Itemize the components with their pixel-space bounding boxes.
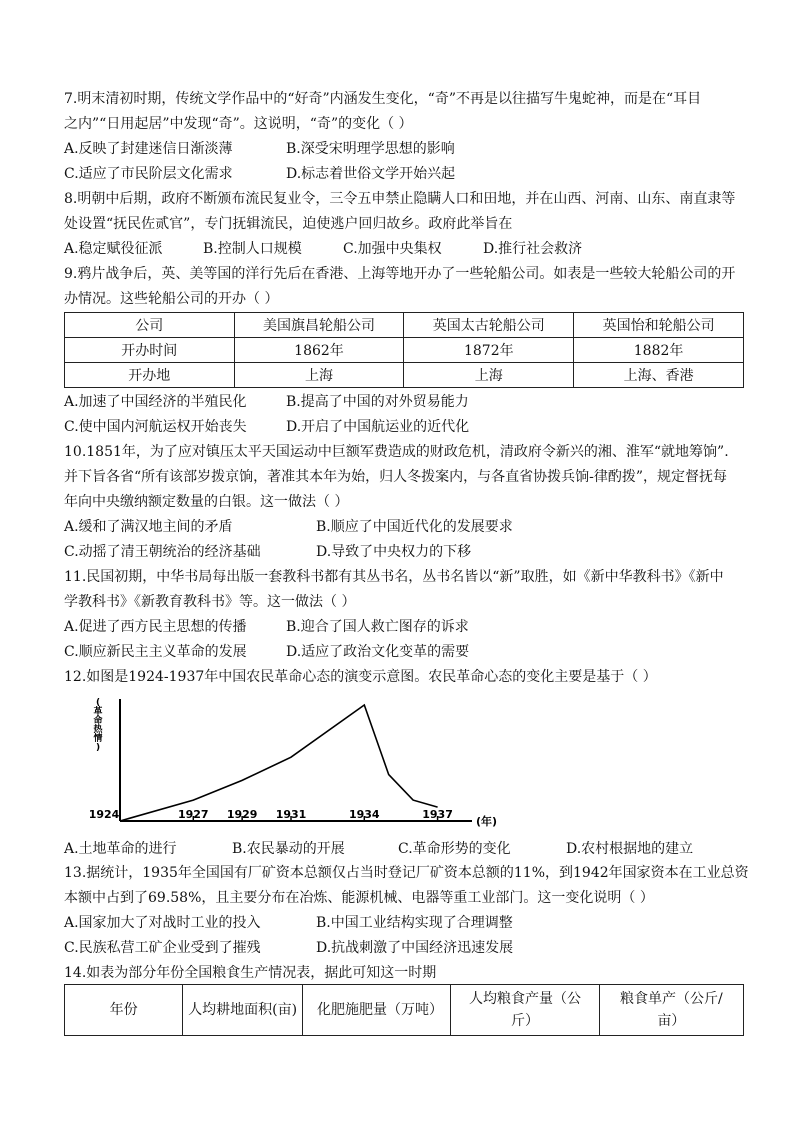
table-row bbox=[65, 338, 744, 363]
q8-option-b[interactable]: B.控制人口规模 bbox=[203, 241, 302, 257]
q10-option-c[interactable]: C.动摇了清王朝统治的经济基础 bbox=[64, 544, 261, 560]
x-tick-label: 1929 bbox=[226, 808, 258, 821]
table-row bbox=[65, 313, 744, 338]
x-tick-label: 1937 bbox=[422, 808, 453, 821]
x-tick-label: 1931 bbox=[275, 808, 307, 821]
table-header-row bbox=[65, 985, 744, 1036]
table-header-cell: 年份 bbox=[65, 985, 183, 1036]
q12-option-d[interactable]: D.农村根据地的建立 bbox=[566, 841, 694, 857]
q13-option-a[interactable]: A.国家加大了对战时工业的投入 bbox=[64, 915, 261, 931]
q10-option-a[interactable]: A.缓和了满汉地主间的矛盾 bbox=[64, 519, 233, 535]
x-tick-label: 1934 bbox=[348, 808, 380, 821]
q7-option-d[interactable]: D.标志着世俗文学开始兴起 bbox=[286, 166, 456, 182]
x-axis-label: (年) bbox=[476, 815, 498, 828]
table-header-cell: 人均耕地面积(亩) bbox=[183, 985, 303, 1036]
q9-option-c[interactable]: C.使中国内河航运权开始丧失 bbox=[64, 419, 247, 435]
table-header-cell: 人均粮食产量（公斤） bbox=[451, 985, 599, 1036]
table-cell: 美国旗昌轮船公司 bbox=[234, 313, 404, 338]
table-cell: 上海 bbox=[404, 363, 574, 388]
q12-option-a[interactable]: A.土地革命的进行 bbox=[64, 841, 177, 857]
q13-option-c[interactable]: C.民族私营工矿企业受到了摧残 bbox=[64, 940, 261, 956]
table-cell: 英国太古轮船公司 bbox=[404, 313, 574, 338]
q10-option-d[interactable]: D.导致了中央权力的下移 bbox=[316, 544, 472, 560]
table-cell: 上海 bbox=[234, 363, 404, 388]
q13-stem-line2: 本额中占到了69.58%，且主要分布在冶炼、能源机械、电器等重工业部门。这一变化说明（ ） bbox=[64, 890, 654, 906]
table-cell: 公司 bbox=[65, 313, 235, 338]
table-cell: 1862年 bbox=[234, 338, 404, 363]
table-cell: 开办地 bbox=[65, 363, 235, 388]
table-cell: 开办时间 bbox=[65, 338, 235, 363]
q11-option-d[interactable]: D.适应了政治文化变革的需要 bbox=[286, 644, 470, 660]
table-cell: 英国怡和轮船公司 bbox=[574, 313, 744, 338]
table-header-cell: 粮食单产（公斤/亩） bbox=[599, 985, 743, 1036]
table-cell: 1882年 bbox=[574, 338, 744, 363]
q11-option-b[interactable]: B.迎合了国人救亡图存的诉求 bbox=[286, 619, 469, 635]
q9-table bbox=[64, 312, 744, 388]
q8-option-a[interactable]: A.稳定赋役征派 bbox=[64, 241, 163, 257]
q14-stem-line1: 14.如表为部分年份全国粮食生产情况表，据此可知这一时期 bbox=[64, 965, 437, 981]
q8-stem-line2: 处设置“抚民佐贰官”，专门抚辑流民，迫使逃户回归故乡。政府此举旨在 bbox=[64, 216, 513, 232]
q11-stem-line2: 学教科书》《新教育教科书》等。这一做法（ ） bbox=[64, 594, 356, 610]
q7-option-a[interactable]: A.反映了封建迷信日渐淡薄 bbox=[64, 141, 233, 157]
q9-option-a[interactable]: A.加速了中国经济的半殖民化 bbox=[64, 394, 247, 410]
q7-stem-line1: 7.明末清初时期，传统文学作品中的“好奇”内涵发生变化，“奇”不再是以往描写牛鬼蛇神，而是在“耳目 bbox=[64, 91, 702, 107]
x-tick-label: 1924 bbox=[88, 808, 120, 821]
q7-stem-line2: 之内”“日用起居”中发现“奇”。这说明，“奇”的变化（ ） bbox=[64, 116, 413, 132]
q14-table bbox=[64, 984, 744, 1036]
q9-stem-line2: 办情况。这些轮船公司的开办（ ） bbox=[64, 291, 279, 307]
q12-option-b[interactable]: B.农民暴动的开展 bbox=[232, 841, 345, 857]
table-header-cell: 化肥施肥量（万吨） bbox=[303, 985, 451, 1036]
q7-option-c[interactable]: C.适应了市民阶层文化需求 bbox=[64, 166, 233, 182]
y-axis-label: (革命热情) bbox=[93, 698, 103, 753]
q10-stem-line2: 并下旨各省“所有该部岁拨京饷，著准其本年为始，归人冬拨案内，与各直省协拨兵饷-律酌拨”，规定督抚每 bbox=[64, 469, 728, 485]
q12-option-c[interactable]: C.革命形势的变化 bbox=[398, 841, 511, 857]
q13-option-d[interactable]: D.抗战刺激了中国经济迅速发展 bbox=[316, 940, 514, 956]
q8-option-c[interactable]: C.加强中央集权 bbox=[343, 241, 442, 257]
table-cell: 1872年 bbox=[404, 338, 574, 363]
series-line bbox=[120, 705, 438, 821]
q10-stem-line3: 年向中央缴纳额定数量的白银。这一做法（ ） bbox=[64, 494, 349, 510]
q9-stem-line1: 9.鸦片战争后，英、美等国的洋行先后在香港、上海等地开办了一些轮船公司。如表是一些较大轮船公司的开 bbox=[64, 266, 736, 282]
q13-option-b[interactable]: B.中国工业结构实现了合理调整 bbox=[316, 915, 513, 931]
q9-option-d[interactable]: D.开启了中国航运业的近代化 bbox=[286, 419, 470, 435]
q13-stem-line1: 13.据统计，1935年全国国有厂矿资本总额仅占当时登记厂矿资本总额的11%，到1942年国家资本在工业总资 bbox=[64, 865, 749, 881]
x-tick-label: 1927 bbox=[177, 808, 209, 821]
table-cell: 上海、香港 bbox=[574, 363, 744, 388]
q10-option-b[interactable]: B.顺应了中国近代化的发展要求 bbox=[316, 519, 513, 535]
q10-stem-line1: 10.1851年，为了应对镇压太平天国运动中巨额军费造成的财政危机，清政府令新兴的湘、淮军“就地筹饷”. bbox=[64, 444, 729, 460]
q11-option-c[interactable]: C.顺应新民主主义革命的发展 bbox=[64, 644, 247, 660]
q7-option-b[interactable]: B.深受宋明理学思想的影响 bbox=[286, 141, 455, 157]
q8-stem-line1: 8.明朝中后期，政府不断颁布流民复业令，三令五申禁止隐瞒人口和田地，并在山西、河南、山东、南直隶等 bbox=[64, 191, 736, 207]
q12-line-chart bbox=[84, 693, 504, 833]
q11-stem-line1: 11.民国初期，中华书局每出版一套教科书都有其丛书名，丛书名皆以“新”取胜，如《新中华教科书》《新中 bbox=[64, 569, 724, 585]
table-row bbox=[65, 363, 744, 388]
q11-option-a[interactable]: A.促进了西方民主思想的传播 bbox=[64, 619, 247, 635]
q8-option-d[interactable]: D.推行社会救济 bbox=[483, 241, 583, 257]
q12-stem-line1: 12.如图是1924-1937年中国农民革命心态的演变示意图。农民革命心态的变化主要是基于（ ） bbox=[64, 669, 657, 685]
q9-option-b[interactable]: B.提高了中国的对外贸易能力 bbox=[286, 394, 469, 410]
